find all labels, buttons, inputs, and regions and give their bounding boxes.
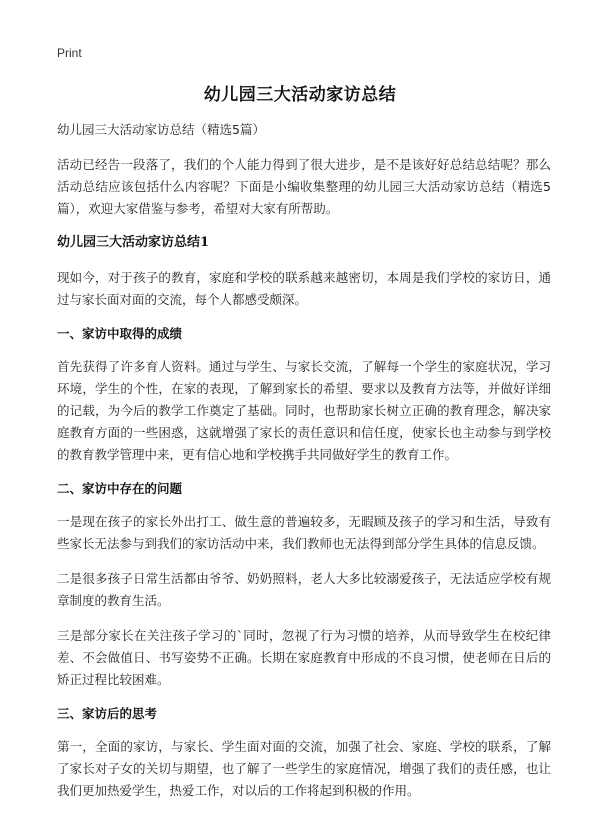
problem-paragraph-3: 三是部分家长在关注孩子学习的`同时，忽视了行为习惯的培养，从而导致学生在校纪律差、不会做值日、书写姿势不正确。长期在家庭教育中形成的不良习惯，使老师在日后的矫正过程比较困难。 [57,628,551,687]
document-subtitle: 幼儿园三大活动家访总结（精选5篇） [57,122,265,137]
section-title: 幼儿园三大活动家访总结1 [57,235,210,250]
page-title: 幼儿园三大活动家访总结 [203,85,397,105]
heading-achievements: 一、家访中取得的成绩 [57,326,183,341]
heading-reflection: 三、家访后的思考 [57,706,158,721]
problem-paragraph-1: 一是现在孩子的家长外出打工、做生意的普遍较多，无暇顾及孩子的学习和生活，导致有些家长无法参与到我们的家访活动中来，我们教师也无法得到部分学生具体的信息反馈。 [57,514,551,551]
print-link[interactable]: Print [57,46,82,60]
heading-problems: 二、家访中存在的问题 [57,481,183,496]
intro-paragraph: 活动已经告一段落了，我们的个人能力得到了很大进步，是不是该好好总结总结呢？那么活动总结应该包括什么内容呢？下面是小编收集整理的幼儿园三大活动家访总结（精选5篇），欢迎大家借鉴与参考，希望对大家有所帮助。 [57,157,551,216]
problem-paragraph-2: 二是很多孩子日常生活都由爷爷、奶奶照料，老人大多比较溺爱孩子，无法适应学校有规章制度的教育生活。 [57,571,551,608]
section-intro-paragraph: 现如今，对于孩子的教育，家庭和学校的联系越来越密切，本周是我们学校的家访日，通过与家长面对面的交流，每个人都感受颇深。 [57,270,551,307]
document-body [57,120,551,815]
achievements-paragraph: 首先获得了许多育人资料。通过与学生、与家长交流，了解每一个学生的家庭状况，学习环境，学生的个性，在家的表现，了解到家长的希望、要求以及教育方法等，并做好详细的记载，为今后的教学工作奠定了基础。同时，也帮助家长树立正确的教育理念，解决家庭教育方面的一些困惑，这就增强了家长的责任意识和信任度，使家长也主动参与到学校的教育教学管理中来，更有信心地和学校携手共同做好学生的教育工作。 [57,359,551,462]
reflection-paragraph: 第一，全面的家访，与家长、学生面对面的交流，加强了社会、家庭、学校的联系，了解了家长对子女的关切与期望，也了解了一些学生的家庭情况，增强了我们的责任感，也让我们更加热爱学生，热爱工作，对以后的工作将起到积极的作用。 [57,739,551,798]
